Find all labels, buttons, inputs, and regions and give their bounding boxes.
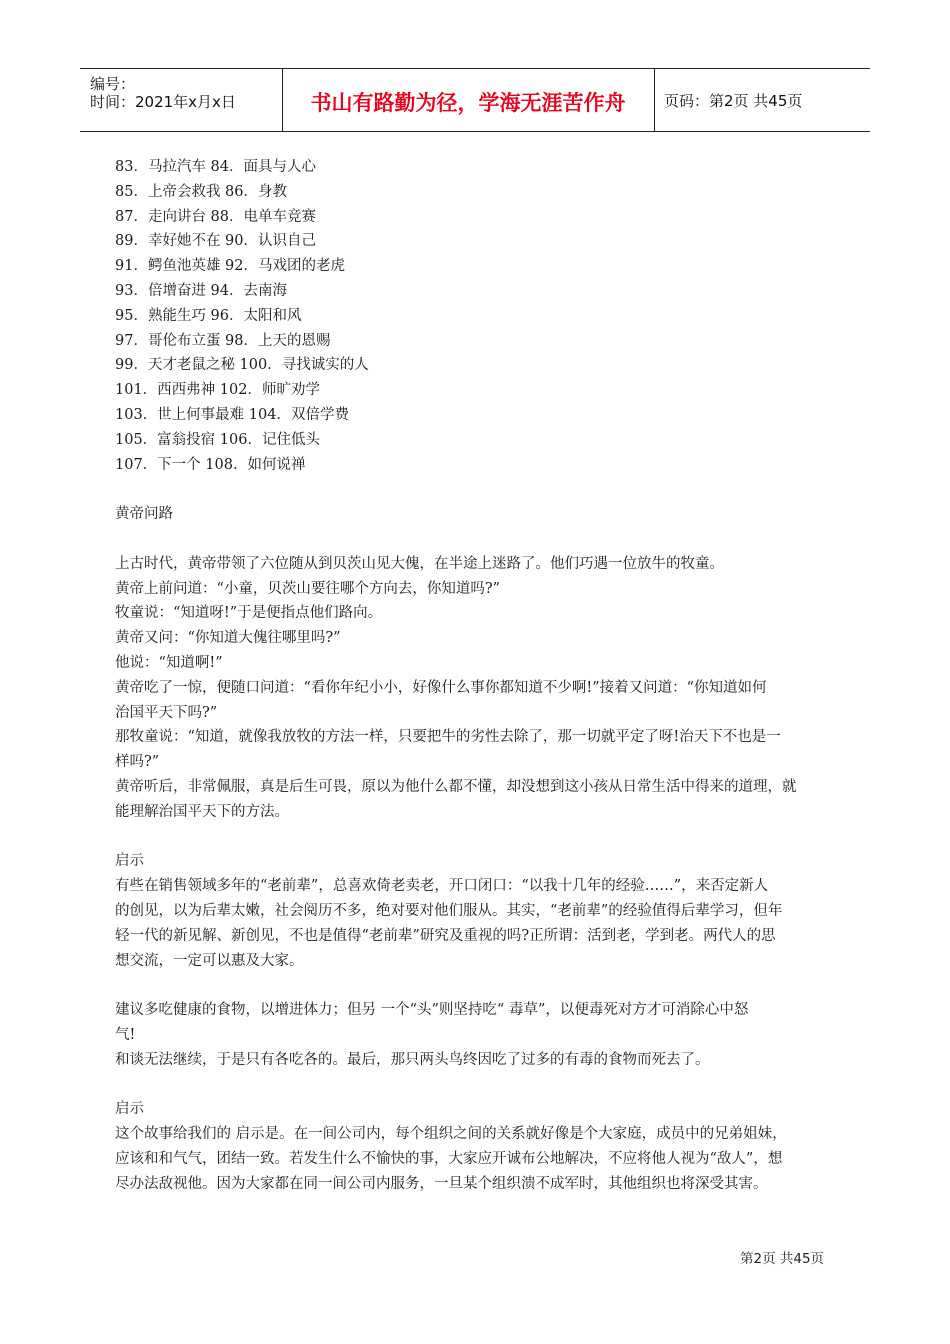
page-header <box>80 68 870 132</box>
text-line: 黄帝上前问道：“小童，贝茨山要往哪个方向去，你知道吗?” <box>115 580 501 597</box>
text-line: 建议多吃健康的食物，以增进体力；但另 一个“头”则坚持吃“ 毒草”，以便毒死对方才可消除心中怒 <box>115 1002 749 1019</box>
header-page-cell <box>654 69 870 131</box>
text-line: 103．世上何事最难 104．双倍学费 <box>115 406 349 423</box>
blank-line <box>115 973 840 998</box>
text-line: 应该和和气气，团结一致。若发生什么不愉快的事，大家应开诚布公地解决，不应将他人视为“敌人”，想 <box>115 1150 783 1167</box>
header-info-cell <box>80 69 283 131</box>
blank-line <box>115 477 840 502</box>
number-label: 编号： <box>90 75 136 93</box>
text-line: 有些在销售领域多年的“老前辈”，总喜欢倚老卖老，开口闭口：“以我十几年的经验……”，来否定新人 <box>115 878 769 895</box>
text-line: 黄帝问路 <box>115 506 173 523</box>
blank-line <box>115 825 840 850</box>
text-line: 105．富翁投宿 106．记住低头 <box>115 431 320 448</box>
text-line: 93．倍增奋进 94．去南海 <box>115 282 288 299</box>
text-line: 他说：“知道啊!” <box>115 654 223 671</box>
text-line: 想交流，一定可以惠及大家。 <box>115 952 304 969</box>
text-line: 黄帝又问：“你知道大傀往哪里吗?” <box>115 630 341 647</box>
footer-page-label: 第2页 共45页 <box>740 1251 825 1267</box>
text-line: 95．熟能生巧 96．太阳和风 <box>115 307 302 324</box>
text-line: 治国平天下吗?” <box>115 704 218 721</box>
text-line: 83．马拉汽车 84．面具与人心 <box>115 159 317 175</box>
motto: 书山有路勤为径，学海无涯苦作舟 <box>310 91 626 115</box>
text-line: 的创见，以为后辈太嫩，社会阅历不多，绝对要对他们服从。其实，“老前辈”的经验值得后辈学习，但年 <box>115 902 783 919</box>
text-line: 101．西西弗神 102．师旷劝学 <box>115 382 320 399</box>
blank-line <box>115 527 840 552</box>
text-line: 这个故事给我们的 启示是。在一间公司内，每个组织之间的关系就好像是个大家庭，成员中的兄弟姐妹， <box>115 1126 787 1143</box>
text-line: 那牧童说：“知道，就像我放牧的方法一样，只要把牛的劣性去除了，那一切就平定了呀!治天下不也是一 <box>115 729 781 746</box>
blank-line <box>115 1072 840 1097</box>
text-line: 样吗?” <box>115 754 160 771</box>
text-line: 107．下一个 108．如何说禅 <box>115 456 306 473</box>
text-line: 气! <box>115 1026 136 1043</box>
text-line: 启示 <box>115 1101 144 1118</box>
text-line: 启示 <box>115 853 144 870</box>
text-line: 97．哥伦布立蛋 98．上天的恩赐 <box>115 332 331 349</box>
text-line: 牧童说：“知道呀!”于是便指点他们路向。 <box>115 605 383 622</box>
text-line: 黄帝听后，非常佩服，真是后生可畏，原以为他什么都不懂，却没想到这小孩从日常生活中得来的道理，就 <box>115 778 797 795</box>
text-line: 和谈无法继续，于是只有各吃各的。最后，那只两头鸟终因吃了过多的有毒的食物而死去了。 <box>115 1051 710 1068</box>
header-motto-cell <box>282 69 655 131</box>
header-page-label: 页码：第2页 共45页 <box>664 92 803 110</box>
text-line: 89．幸好她不在 90．认识自己 <box>115 233 317 250</box>
text-line: 87．走向讲台 88．电单车竞赛 <box>115 208 317 225</box>
text-line: 上古时代，黄帝带领了六位随从到贝茨山见大傀，在半途上迷路了。他们巧遇一位放牛的牧童。 <box>115 555 724 572</box>
text-line: 91．鳄鱼池英雄 92．马戏团的老虎 <box>115 258 346 275</box>
text-line: 尽办法敌视他。因为大家都在同一间公司内服务，一旦某个组织溃不成军时，其他组织也将深受其害。 <box>115 1175 768 1192</box>
document-body <box>115 155 840 1196</box>
text-line: 轻一代的新见解、新创见，不也是值得“老前辈”研究及重视的吗?正所谓：活到老，学到老。两代人的思 <box>115 927 776 944</box>
text-line: 99．天才老鼠之秘 100．寻找诚实的人 <box>115 357 369 374</box>
text-line: 黄帝吃了一惊，便随口问道：“看你年纪小小，好像什么事你都知道不少啊!”接着又问道：“你知道如何 <box>115 679 767 696</box>
time-label: 时间：2021年x月x日 <box>90 93 236 111</box>
text-line: 85．上帝会救我 86．身教 <box>115 183 288 200</box>
text-line: 能理解治国平天下的方法。 <box>115 803 289 820</box>
